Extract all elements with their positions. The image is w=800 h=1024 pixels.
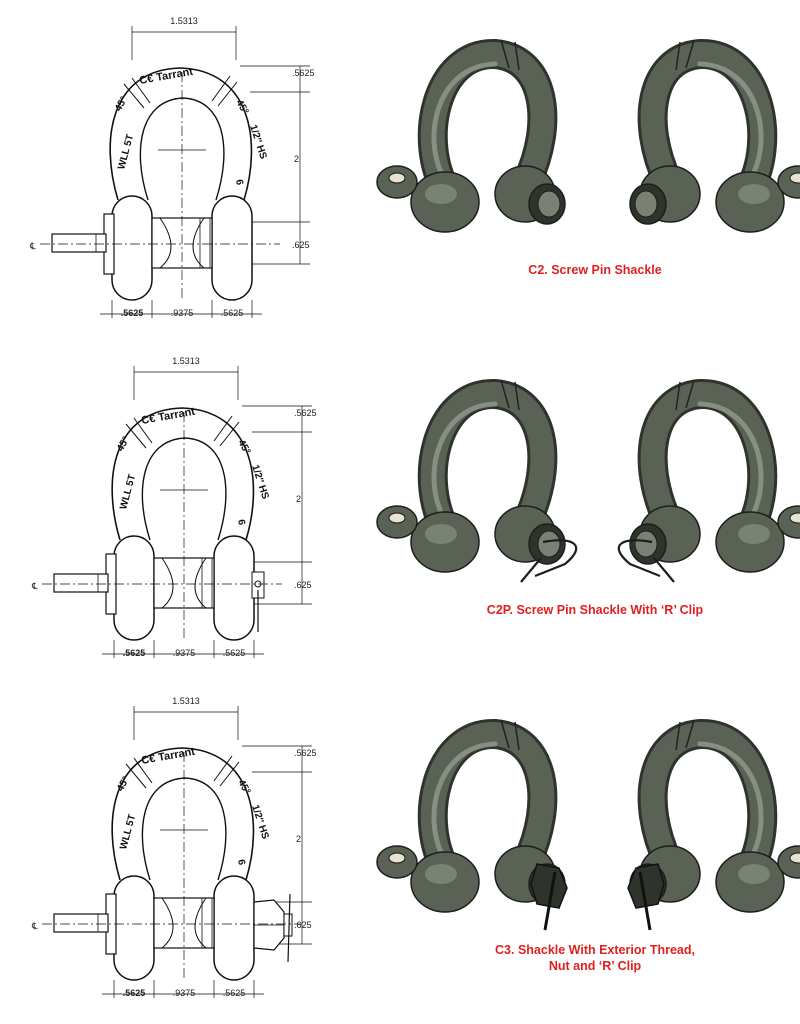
dim-height: 2 (294, 154, 300, 164)
marking-angle-right: 45° (235, 778, 253, 797)
shackle-render-front (377, 380, 576, 582)
centerline-symbol: ℄ (32, 921, 38, 931)
dim-width: 1.5313 (172, 696, 200, 706)
caption-line: C2P. Screw Pin Shackle With ‘R’ Clip (486, 603, 704, 617)
marking-size: 1/2″ HS (249, 463, 271, 501)
shackle-render-side (630, 40, 800, 232)
marking-angle-left: 45° (115, 774, 133, 794)
shackle-render-side (628, 720, 800, 930)
marking-brand: C€ Tarrant (140, 405, 196, 427)
marking-grade: 6 (235, 518, 247, 526)
marking-angle-right: 45° (233, 98, 251, 117)
dim-bottom-right: .5625 (222, 988, 246, 998)
marking-wll: WLL 5T (116, 133, 137, 171)
dim-width: 1.5313 (172, 356, 200, 366)
caption-line: C2. Screw Pin Shackle (528, 263, 662, 277)
dim-pin: .625 (292, 240, 310, 250)
dim-pin: .625 (294, 580, 312, 590)
caption-c3 (400, 942, 790, 974)
dim-height: 2 (296, 494, 302, 504)
centerline-symbol: ℄ (32, 581, 38, 591)
centerline-symbol: ℄ (30, 241, 36, 251)
marking-angle-left: 45° (115, 434, 133, 454)
caption-c2p (400, 602, 790, 618)
marking-size: 1/2″ HS (249, 803, 271, 841)
dim-top: .5625 (294, 748, 317, 758)
dim-top: .5625 (294, 408, 317, 418)
dim-bottom-left: .5625 (120, 308, 144, 318)
marking-brand: C€ Tarrant (138, 65, 194, 87)
marking-angle-right: 45° (235, 438, 253, 457)
dim-height: 2 (296, 834, 302, 844)
dim-bottom-mid: .9375 (170, 308, 194, 318)
shackle-drawing (42, 745, 302, 980)
marking-angle-left: 45° (113, 94, 131, 114)
marking-size: 1/2″ HS (247, 123, 269, 161)
section-c3 (0, 680, 800, 1020)
section-svg (0, 0, 800, 340)
caption-line: Nut and ‘R’ Clip (548, 959, 642, 973)
marking-wll: WLL 5T (118, 473, 139, 511)
shackle-render-side (619, 380, 800, 582)
dim-bottom-mid: .9375 (172, 988, 196, 998)
marking-grade: 6 (235, 858, 247, 866)
caption-c2 (400, 262, 790, 278)
dim-bottom-right: .5625 (222, 648, 246, 658)
section-c2 (0, 0, 800, 340)
shackle-render-front (377, 40, 565, 232)
marking-grade: 6 (233, 178, 245, 186)
dim-pin: .625 (294, 920, 312, 930)
shackle-render-front (377, 720, 567, 930)
dim-bottom-mid: .9375 (172, 648, 196, 658)
dim-bottom-left: .5625 (122, 988, 146, 998)
dim-width: 1.5313 (170, 16, 198, 26)
dim-top: .5625 (292, 68, 315, 78)
section-c2p (0, 340, 800, 680)
marking-brand: C€ Tarrant (140, 745, 196, 767)
dim-bottom-left: .5625 (122, 648, 146, 658)
caption-line: C3. Shackle With Exterior Thread, (495, 943, 695, 957)
dim-bottom-right: .5625 (220, 308, 244, 318)
section-svg (0, 340, 800, 680)
marking-wll: WLL 5T (118, 813, 139, 851)
